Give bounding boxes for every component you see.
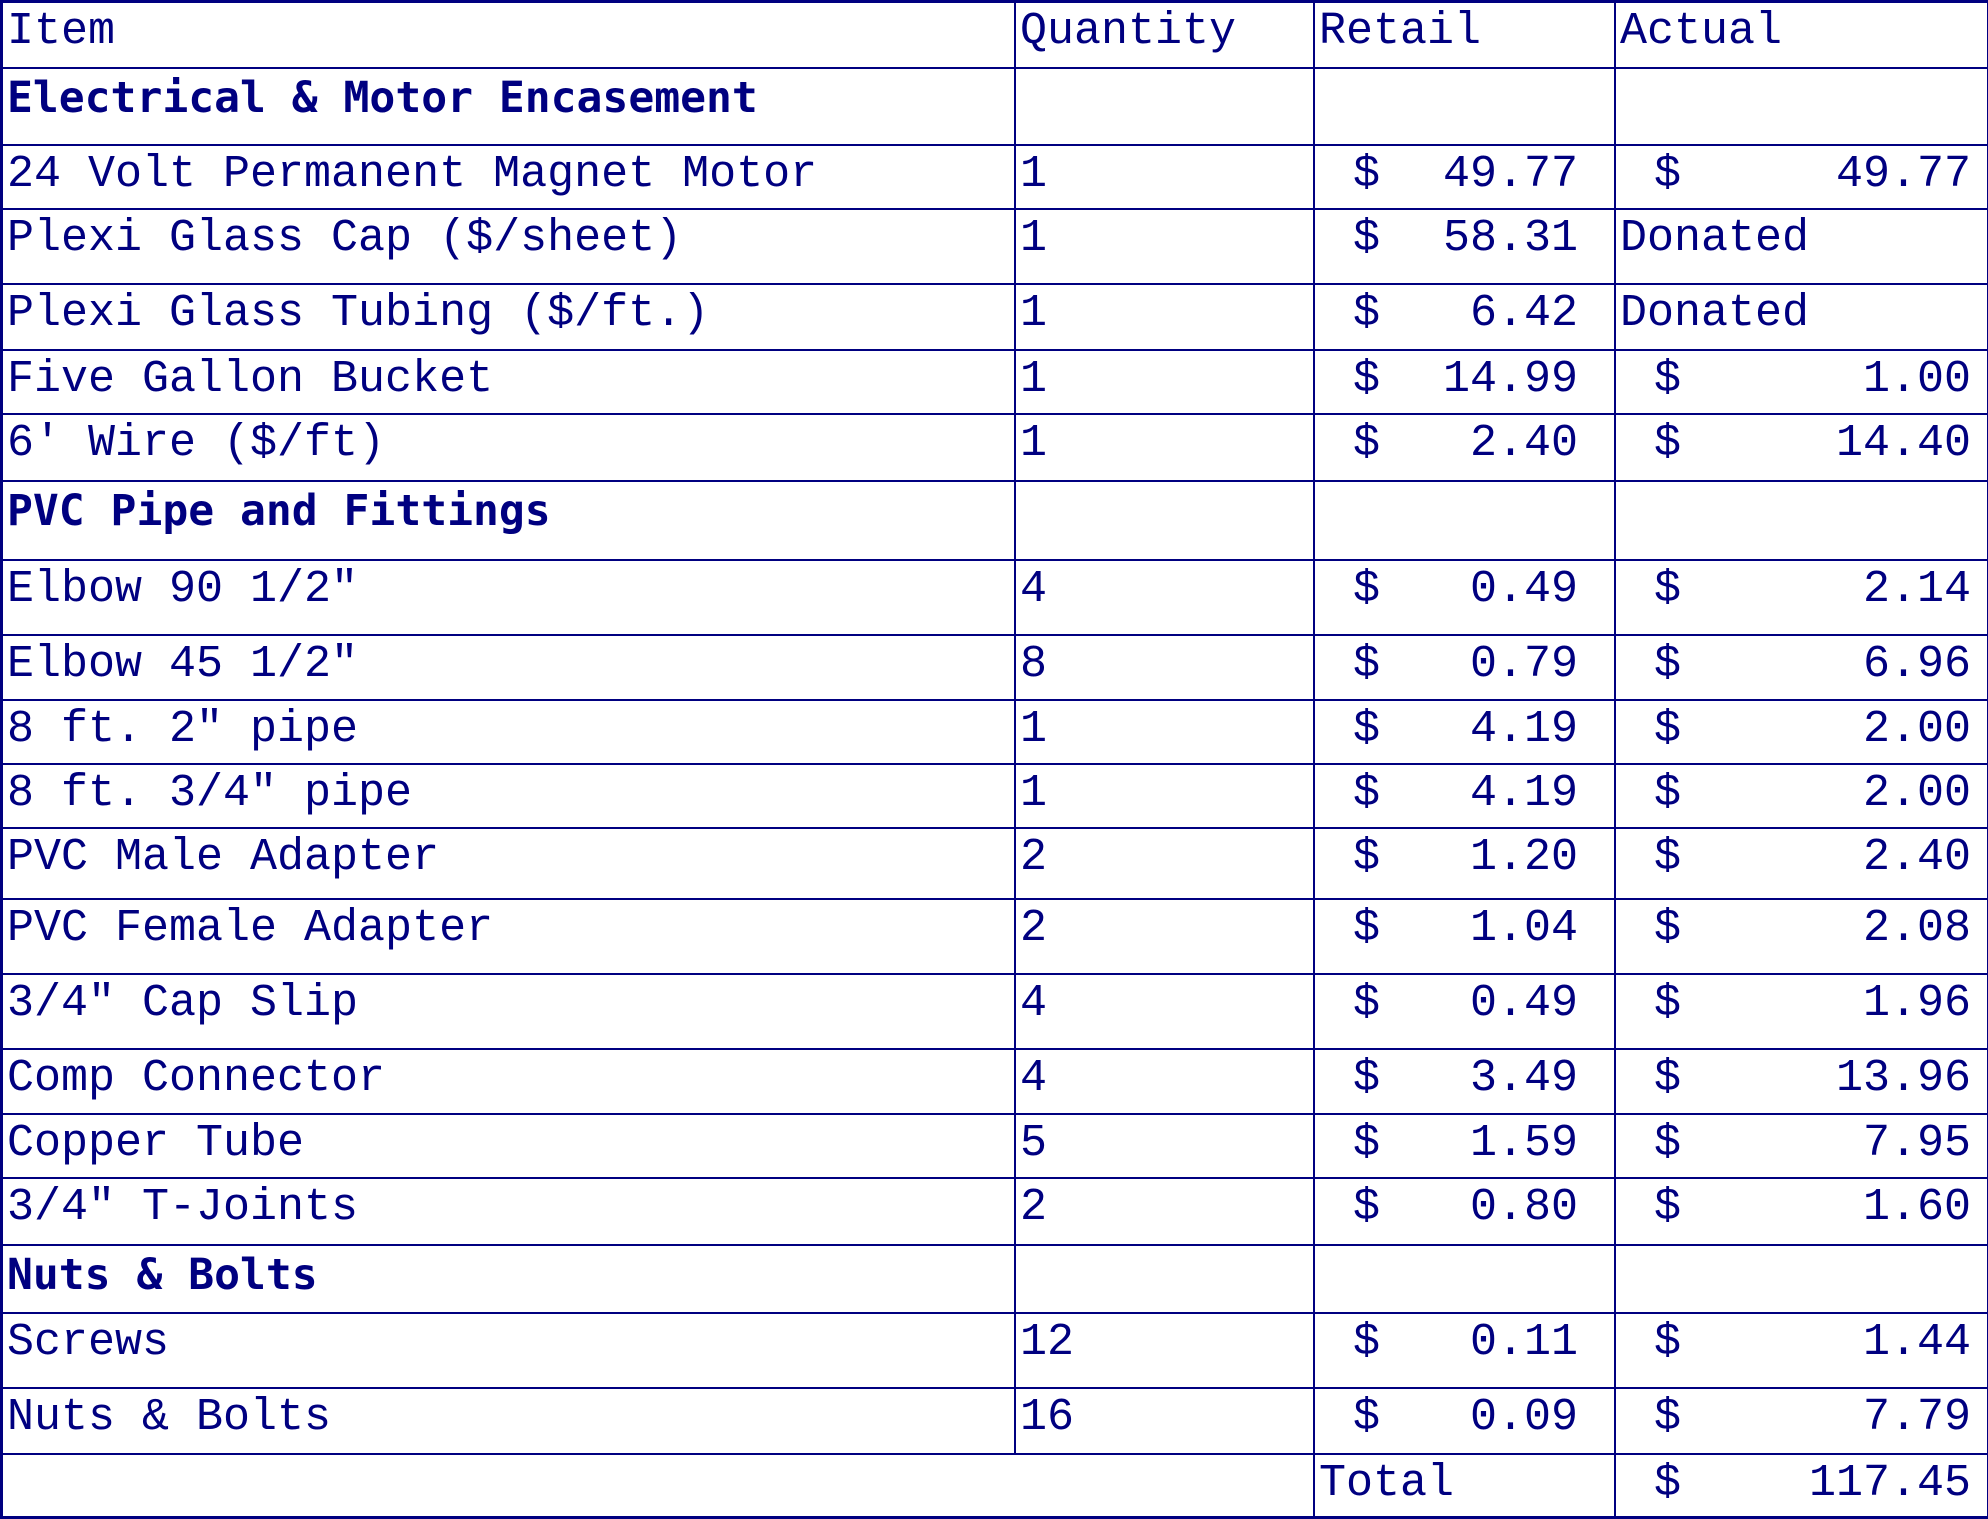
quantity-cell: 4 xyxy=(1015,560,1314,635)
retail-value: 14.99 xyxy=(1442,353,1578,405)
retail-cell xyxy=(1314,700,1615,764)
retail-value: 2.40 xyxy=(1469,418,1578,470)
item-name: 3/4" Cap Slip xyxy=(2,974,1015,1049)
retail-value: 1.20 xyxy=(1469,832,1578,884)
retail-amount xyxy=(1319,351,1614,409)
total-label: Total xyxy=(1314,1454,1615,1517)
actual-amount xyxy=(1620,1389,1987,1447)
retail-cell xyxy=(1314,209,1615,284)
quantity-cell: 12 xyxy=(1015,1313,1314,1388)
total-blank xyxy=(2,1454,1314,1517)
currency-symbol: $ xyxy=(1654,639,1682,691)
actual-cell xyxy=(1615,1049,1988,1113)
actual-cell xyxy=(1615,145,1988,209)
table-row xyxy=(2,974,1988,1049)
table-row xyxy=(2,828,1988,898)
currency-symbol: $ xyxy=(1353,1392,1381,1444)
retail-cell xyxy=(1314,1178,1615,1245)
actual-value: 1.00 xyxy=(1862,353,1971,405)
actual-amount xyxy=(1620,975,1987,1033)
item-name: Plexi Glass Cap ($/sheet) xyxy=(2,209,1015,284)
table-row xyxy=(2,1388,1988,1454)
item-name: Nuts & Bolts xyxy=(2,1388,1015,1454)
actual-amount xyxy=(1620,636,1987,694)
table-row xyxy=(2,209,1988,284)
actual-amount xyxy=(1620,829,1987,887)
actual-amount xyxy=(1620,1179,1987,1237)
retail-cell xyxy=(1314,145,1615,209)
actual-value: 2.14 xyxy=(1862,563,1971,615)
actual-cell xyxy=(1615,899,1988,974)
retail-amount xyxy=(1319,636,1614,694)
actual-value: 1.96 xyxy=(1862,978,1971,1029)
retail-value: 49.77 xyxy=(1442,148,1578,200)
actual-amount xyxy=(1620,561,1987,619)
actual-cell xyxy=(1615,828,1988,898)
retail-value: 0.79 xyxy=(1469,639,1578,691)
retail-value: 0.80 xyxy=(1469,1182,1578,1234)
retail-amount xyxy=(1319,829,1614,887)
actual-donated: Donated xyxy=(1615,209,1988,284)
currency-symbol: $ xyxy=(1353,1117,1381,1169)
retail-value: 58.31 xyxy=(1442,213,1578,265)
actual-cell xyxy=(1615,1114,1988,1178)
quantity-cell: 2 xyxy=(1015,828,1314,898)
item-name: 24 Volt Permanent Magnet Motor xyxy=(2,145,1015,209)
retail-amount xyxy=(1319,561,1614,619)
actual-amount xyxy=(1620,1115,1987,1173)
total-value: 117.45 xyxy=(1808,1458,1971,1510)
section-heading: Nuts & Bolts xyxy=(2,1245,1015,1312)
quantity-cell: 4 xyxy=(1015,974,1314,1049)
actual-cell xyxy=(1615,700,1988,764)
currency-symbol: $ xyxy=(1654,832,1682,884)
currency-symbol: $ xyxy=(1654,418,1682,470)
table-row xyxy=(2,560,1988,635)
retail-amount xyxy=(1319,701,1614,759)
currency-symbol: $ xyxy=(1353,902,1381,954)
table-row xyxy=(2,1313,1988,1388)
item-name: 8 ft. 3/4" pipe xyxy=(2,764,1015,828)
retail-cell xyxy=(1314,1049,1615,1113)
actual-cell xyxy=(1615,764,1988,828)
retail-value: 1.04 xyxy=(1469,902,1578,954)
retail-cell xyxy=(1314,764,1615,828)
currency-symbol: $ xyxy=(1353,832,1381,884)
actual-amount xyxy=(1620,146,1987,204)
actual-cell xyxy=(1615,974,1988,1049)
retail-cell xyxy=(1314,560,1615,635)
table-row xyxy=(2,899,1988,974)
retail-amount xyxy=(1319,1389,1614,1447)
quantity-cell xyxy=(1015,68,1314,144)
retail-cell xyxy=(1314,974,1615,1049)
actual-cell xyxy=(1615,560,1988,635)
table-row xyxy=(2,764,1988,828)
table-row xyxy=(2,145,1988,209)
quantity-cell: 1 xyxy=(1015,209,1314,284)
parts-cost-table xyxy=(1,1,1988,1518)
quantity-cell: 16 xyxy=(1015,1388,1314,1454)
retail-amount xyxy=(1319,975,1614,1033)
retail-cell xyxy=(1314,284,1615,349)
retail-amount xyxy=(1319,765,1614,823)
retail-cell xyxy=(1314,414,1615,481)
currency-symbol: $ xyxy=(1353,563,1381,615)
item-name: Five Gallon Bucket xyxy=(2,350,1015,414)
currency-symbol: $ xyxy=(1353,1053,1381,1105)
retail-amount xyxy=(1319,285,1614,343)
quantity-cell: 1 xyxy=(1015,284,1314,349)
retail-cell xyxy=(1314,828,1615,898)
currency-symbol: $ xyxy=(1353,213,1381,265)
quantity-cell: 1 xyxy=(1015,700,1314,764)
currency-symbol: $ xyxy=(1654,1392,1682,1444)
table-row xyxy=(2,1114,1988,1178)
currency-symbol: $ xyxy=(1353,288,1381,340)
item-name: Elbow 90 1/2" xyxy=(2,560,1015,635)
retail-cell xyxy=(1314,1114,1615,1178)
quantity-cell: 4 xyxy=(1015,1049,1314,1113)
actual-cell xyxy=(1615,68,1988,144)
retail-amount xyxy=(1319,1050,1614,1108)
actual-value: 14.40 xyxy=(1835,418,1971,470)
item-name: Copper Tube xyxy=(2,1114,1015,1178)
actual-amount xyxy=(1620,900,1987,958)
actual-cell xyxy=(1615,350,1988,414)
quantity-cell xyxy=(1015,481,1314,559)
actual-amount xyxy=(1620,415,1987,473)
item-name: 6' Wire ($/ft) xyxy=(2,414,1015,481)
header-quantity: Quantity xyxy=(1015,2,1314,68)
actual-amount xyxy=(1620,701,1987,759)
currency-symbol: $ xyxy=(1654,1458,1682,1510)
actual-cell xyxy=(1615,1388,1988,1454)
actual-cell xyxy=(1615,1178,1988,1245)
item-name: 8 ft. 2" pipe xyxy=(2,700,1015,764)
section-heading: Electrical & Motor Encasement xyxy=(2,68,1015,144)
section-row xyxy=(2,1245,1988,1312)
section-row xyxy=(2,481,1988,559)
currency-symbol: $ xyxy=(1353,639,1381,691)
retail-amount xyxy=(1319,210,1614,268)
currency-symbol: $ xyxy=(1353,353,1381,405)
actual-value: 7.79 xyxy=(1862,1392,1971,1444)
quantity-cell: 1 xyxy=(1015,145,1314,209)
currency-symbol: $ xyxy=(1654,902,1682,954)
retail-value: 0.49 xyxy=(1469,563,1578,615)
retail-amount xyxy=(1319,1314,1614,1372)
currency-symbol: $ xyxy=(1353,978,1381,1029)
retail-value: 0.09 xyxy=(1469,1392,1578,1444)
header-item: Item xyxy=(2,2,1015,68)
currency-symbol: $ xyxy=(1654,1316,1682,1368)
total-row xyxy=(2,1454,1988,1517)
header-row xyxy=(2,2,1988,68)
currency-symbol: $ xyxy=(1353,1182,1381,1234)
actual-value: 1.60 xyxy=(1862,1182,1971,1234)
retail-cell xyxy=(1314,635,1615,699)
actual-cell xyxy=(1615,481,1988,559)
retail-cell xyxy=(1314,1313,1615,1388)
currency-symbol: $ xyxy=(1654,1182,1682,1234)
retail-value: 6.42 xyxy=(1469,288,1578,340)
section-heading: PVC Pipe and Fittings xyxy=(2,481,1015,559)
currency-symbol: $ xyxy=(1353,767,1381,819)
retail-cell xyxy=(1314,350,1615,414)
quantity-cell: 5 xyxy=(1015,1114,1314,1178)
currency-symbol: $ xyxy=(1654,148,1682,200)
item-name: PVC Female Adapter xyxy=(2,899,1015,974)
item-name: Screws xyxy=(2,1313,1015,1388)
table-row xyxy=(2,350,1988,414)
table-row xyxy=(2,1049,1988,1113)
retail-amount xyxy=(1319,415,1614,473)
actual-value: 49.77 xyxy=(1835,148,1971,200)
currency-symbol: $ xyxy=(1654,563,1682,615)
table-row xyxy=(2,414,1988,481)
retail-amount xyxy=(1319,900,1614,958)
quantity-cell: 8 xyxy=(1015,635,1314,699)
actual-cell xyxy=(1615,1245,1988,1312)
quantity-cell: 1 xyxy=(1015,350,1314,414)
retail-value: 4.19 xyxy=(1469,703,1578,755)
header-retail: Retail xyxy=(1314,2,1615,68)
item-name: 3/4" T-Joints xyxy=(2,1178,1015,1245)
currency-symbol: $ xyxy=(1654,703,1682,755)
actual-amount xyxy=(1620,1314,1987,1372)
retail-value: 4.19 xyxy=(1469,767,1578,819)
actual-cell xyxy=(1615,414,1988,481)
actual-amount xyxy=(1620,765,1987,823)
currency-symbol: $ xyxy=(1654,1053,1682,1105)
table-row xyxy=(2,635,1988,699)
actual-value: 7.95 xyxy=(1862,1117,1971,1169)
actual-value: 13.96 xyxy=(1835,1053,1971,1105)
table-row xyxy=(2,284,1988,349)
currency-symbol: $ xyxy=(1353,703,1381,755)
actual-value: 6.96 xyxy=(1862,639,1971,691)
quantity-cell: 1 xyxy=(1015,414,1314,481)
actual-value: 2.00 xyxy=(1862,703,1971,755)
actual-amount xyxy=(1620,1050,1987,1108)
retail-amount xyxy=(1319,1179,1614,1237)
actual-value: 2.08 xyxy=(1862,902,1971,954)
retail-amount xyxy=(1319,1115,1614,1173)
header-actual: Actual xyxy=(1615,2,1988,68)
table-row xyxy=(2,700,1988,764)
actual-cell xyxy=(1615,635,1988,699)
actual-donated: Donated xyxy=(1615,284,1988,349)
quantity-cell xyxy=(1015,1245,1314,1312)
item-name: PVC Male Adapter xyxy=(2,828,1015,898)
quantity-cell: 1 xyxy=(1015,764,1314,828)
retail-cell xyxy=(1314,481,1615,559)
actual-value: 2.00 xyxy=(1862,767,1971,819)
section-row xyxy=(2,68,1988,144)
item-name: Plexi Glass Tubing ($/ft.) xyxy=(2,284,1015,349)
retail-amount xyxy=(1319,146,1614,204)
currency-symbol: $ xyxy=(1353,1316,1381,1368)
currency-symbol: $ xyxy=(1654,1117,1682,1169)
actual-value: 1.44 xyxy=(1862,1316,1971,1368)
retail-cell xyxy=(1314,899,1615,974)
retail-value: 3.49 xyxy=(1469,1053,1578,1105)
retail-cell xyxy=(1314,68,1615,144)
currency-symbol: $ xyxy=(1353,418,1381,470)
item-name: Elbow 45 1/2" xyxy=(2,635,1015,699)
retail-value: 1.59 xyxy=(1469,1117,1578,1169)
item-name: Comp Connector xyxy=(2,1049,1015,1113)
retail-cell xyxy=(1314,1388,1615,1454)
actual-value: 2.40 xyxy=(1862,832,1971,884)
retail-value: 0.49 xyxy=(1469,978,1578,1029)
quantity-cell: 2 xyxy=(1015,899,1314,974)
actual-amount xyxy=(1620,351,1987,409)
currency-symbol: $ xyxy=(1654,353,1682,405)
currency-symbol: $ xyxy=(1654,767,1682,819)
retail-value: 0.11 xyxy=(1469,1316,1578,1368)
currency-symbol: $ xyxy=(1353,148,1381,200)
total-amount xyxy=(1620,1455,1987,1513)
currency-symbol: $ xyxy=(1654,978,1682,1029)
total-actual xyxy=(1615,1454,1988,1517)
table-row xyxy=(2,1178,1988,1245)
retail-cell xyxy=(1314,1245,1615,1312)
actual-cell xyxy=(1615,1313,1988,1388)
quantity-cell: 2 xyxy=(1015,1178,1314,1245)
